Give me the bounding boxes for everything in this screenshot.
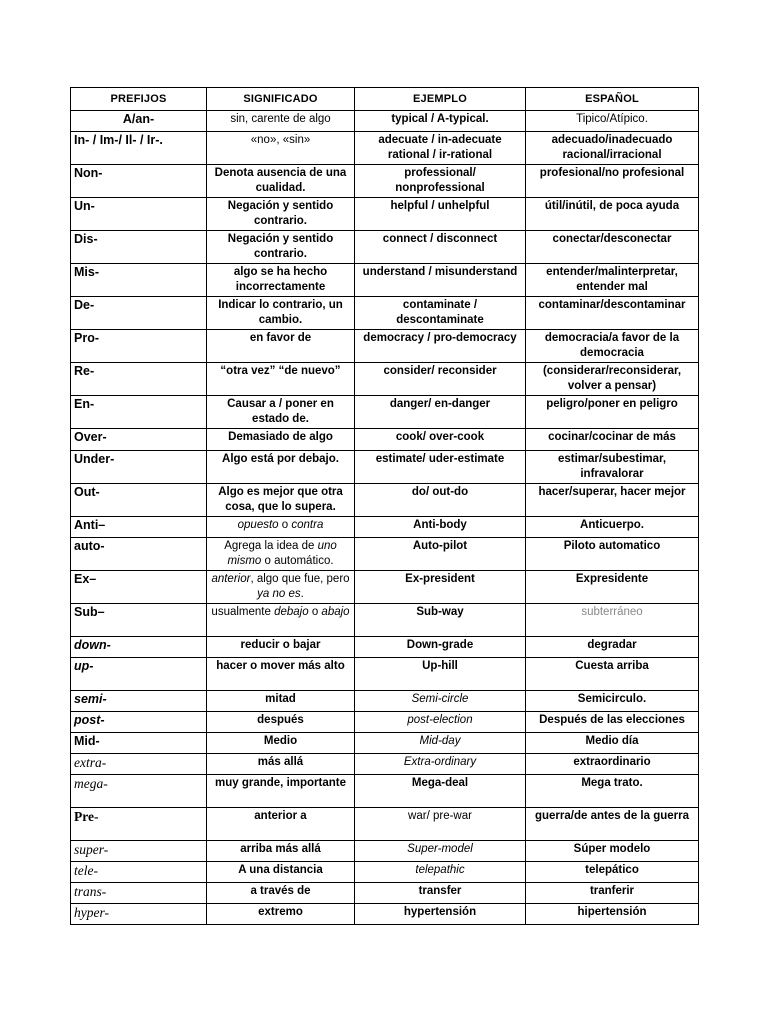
table-row [71, 904, 699, 925]
espanol-cell: guerra/de antes de la guerra [526, 808, 699, 841]
significado-cell: «no», «sin» [207, 132, 355, 165]
ejemplo-cell: Mega-deal [355, 775, 526, 808]
significado-cell: en favor de [207, 330, 355, 363]
ejemplo-cell: consider/ reconsider [355, 363, 526, 396]
prefix-cell: down- [71, 637, 207, 658]
significado-cell: arriba más allá [207, 841, 355, 862]
prefix-cell: tele- [71, 862, 207, 883]
ejemplo-cell: post-election [355, 712, 526, 733]
table-row [71, 297, 699, 330]
prefix-cell: super- [71, 841, 207, 862]
ejemplo-cell: hypertensión [355, 904, 526, 925]
espanol-cell: estimar/subestimar, infravalorar [526, 451, 699, 484]
espanol-cell: Mega trato. [526, 775, 699, 808]
header-ejemplo: EJEMPLO [355, 88, 526, 111]
espanol-cell: conectar/desconectar [526, 231, 699, 264]
significado-cell: Causar a / poner en estado de. [207, 396, 355, 429]
significado-cell: muy grande, importante [207, 775, 355, 808]
ejemplo-cell: Auto-pilot [355, 538, 526, 571]
espanol-cell: adecuado/inadecuado racional/irracional [526, 132, 699, 165]
ejemplo-cell: Down-grade [355, 637, 526, 658]
prefix-cell: Under- [71, 451, 207, 484]
table-row [71, 775, 699, 808]
significado-cell: Demasiado de algo [207, 429, 355, 451]
significado-cell: a través de [207, 883, 355, 904]
ejemplo-cell: typical / A-typical. [355, 111, 526, 132]
prefix-cell: Non- [71, 165, 207, 198]
table-row [71, 571, 699, 604]
ejemplo-cell: transfer [355, 883, 526, 904]
significado-cell: Negación y sentido contrario. [207, 198, 355, 231]
significado-cell: “otra vez” “de nuevo” [207, 363, 355, 396]
significado-cell: reducir o bajar [207, 637, 355, 658]
table-row [71, 198, 699, 231]
header-prefijos: PREFIJOS [71, 88, 207, 111]
table-row [71, 862, 699, 883]
table-row [71, 658, 699, 691]
espanol-cell: hipertensión [526, 904, 699, 925]
significado-cell: Algo está por debajo. [207, 451, 355, 484]
table-row [71, 396, 699, 429]
ejemplo-cell: do/ out-do [355, 484, 526, 517]
significado-cell: después [207, 712, 355, 733]
significado-cell: más allá [207, 754, 355, 775]
prefix-cell: Pro- [71, 330, 207, 363]
espanol-cell: Súper modelo [526, 841, 699, 862]
significado-cell: Indicar lo contrario, un cambio. [207, 297, 355, 330]
significado-cell: extremo [207, 904, 355, 925]
prefix-cell: semi- [71, 691, 207, 712]
prefix-cell: Re- [71, 363, 207, 396]
ejemplo-cell: danger/ en-danger [355, 396, 526, 429]
espanol-cell: contaminar/descontaminar [526, 297, 699, 330]
ejemplo-cell: telepathic [355, 862, 526, 883]
table-row [71, 841, 699, 862]
prefix-cell: Over- [71, 429, 207, 451]
significado-cell: Negación y sentido contrario. [207, 231, 355, 264]
espanol-cell: Cuesta arriba [526, 658, 699, 691]
prefix-cell: Pre- [71, 808, 207, 841]
table-row [71, 712, 699, 733]
ejemplo-cell: adecuate / in-adecuate rational / ir-rational [355, 132, 526, 165]
espanol-cell: extraordinario [526, 754, 699, 775]
prefix-cell: Mis- [71, 264, 207, 297]
prefix-cell: A/an- [71, 111, 207, 132]
prefix-cell: hyper- [71, 904, 207, 925]
table-row [71, 538, 699, 571]
table-row [71, 733, 699, 754]
table-row [71, 111, 699, 132]
table-row [71, 363, 699, 396]
significado-cell: Denota ausencia de una cualidad. [207, 165, 355, 198]
espanol-cell: subterráneo [526, 604, 699, 637]
ejemplo-cell: connect / disconnect [355, 231, 526, 264]
prefix-cell: Ex– [71, 571, 207, 604]
table-row [71, 264, 699, 297]
espanol-cell: tranferir [526, 883, 699, 904]
table-row [71, 691, 699, 712]
significado-cell: mitad [207, 691, 355, 712]
significado-cell: anterior, algo que fue, pero ya no es. [207, 571, 355, 604]
espanol-cell: telepático [526, 862, 699, 883]
table-row [71, 484, 699, 517]
ejemplo-cell: helpful / unhelpful [355, 198, 526, 231]
prefix-cell: Sub– [71, 604, 207, 637]
espanol-cell: Tipico/Atípico. [526, 111, 699, 132]
ejemplo-cell: Anti-body [355, 517, 526, 538]
espanol-cell: degradar [526, 637, 699, 658]
table-row [71, 604, 699, 637]
ejemplo-cell: Semi-circle [355, 691, 526, 712]
prefix-cell: trans- [71, 883, 207, 904]
espanol-cell: (considerar/reconsiderar, volver a pensar) [526, 363, 699, 396]
table-row [71, 754, 699, 775]
espanol-cell: Medio día [526, 733, 699, 754]
header-significado: SIGNIFICADO [207, 88, 355, 111]
ejemplo-cell: Up-hill [355, 658, 526, 691]
table-row [71, 637, 699, 658]
prefix-table [70, 87, 699, 925]
espanol-cell: peligro/poner en peligro [526, 396, 699, 429]
prefix-cell: auto- [71, 538, 207, 571]
prefix-cell: Anti– [71, 517, 207, 538]
table-row [71, 517, 699, 538]
ejemplo-cell: cook/ over-cook [355, 429, 526, 451]
ejemplo-cell: understand / misunderstand [355, 264, 526, 297]
prefix-cell: extra- [71, 754, 207, 775]
significado-cell: Algo es mejor que otra cosa, que lo supera. [207, 484, 355, 517]
ejemplo-cell: professional/ nonprofessional [355, 165, 526, 198]
significado-cell: anterior a [207, 808, 355, 841]
table-row [71, 451, 699, 484]
ejemplo-cell: Extra-ordinary [355, 754, 526, 775]
table-row [71, 808, 699, 841]
prefix-cell: In- / Im-/ Il- / Ir-. [71, 132, 207, 165]
prefix-cell: De- [71, 297, 207, 330]
espanol-cell: Semicirculo. [526, 691, 699, 712]
espanol-cell: democracia/a favor de la democracia [526, 330, 699, 363]
prefix-cell: Dis- [71, 231, 207, 264]
prefix-cell: En- [71, 396, 207, 429]
espanol-cell: Piloto automatico [526, 538, 699, 571]
ejemplo-cell: Ex-president [355, 571, 526, 604]
ejemplo-cell: estimate/ uder-estimate [355, 451, 526, 484]
table-row [71, 883, 699, 904]
prefix-cell: post- [71, 712, 207, 733]
espanol-cell: Expresidente [526, 571, 699, 604]
espanol-cell: hacer/superar, hacer mejor [526, 484, 699, 517]
espanol-cell: Anticuerpo. [526, 517, 699, 538]
prefix-cell: Mid- [71, 733, 207, 754]
table-row [71, 429, 699, 451]
table-row [71, 132, 699, 165]
ejemplo-cell: democracy / pro-democracy [355, 330, 526, 363]
header-espanol: ESPAÑOL [526, 88, 699, 111]
prefix-cell: up- [71, 658, 207, 691]
prefix-cell: Out- [71, 484, 207, 517]
ejemplo-cell: Sub-way [355, 604, 526, 637]
table-row [71, 231, 699, 264]
espanol-cell: profesional/no profesional [526, 165, 699, 198]
ejemplo-cell: Super-model [355, 841, 526, 862]
prefix-cell: mega- [71, 775, 207, 808]
significado-cell: A una distancia [207, 862, 355, 883]
table-row [71, 165, 699, 198]
significado-cell: Agrega la idea de uno mismo o automático. [207, 538, 355, 571]
ejemplo-cell: Mid-day [355, 733, 526, 754]
espanol-cell: cocinar/cocinar de más [526, 429, 699, 451]
prefix-cell: Un- [71, 198, 207, 231]
significado-cell: usualmente debajo o abajo [207, 604, 355, 637]
significado-cell: sin, carente de algo [207, 111, 355, 132]
significado-cell: Medio [207, 733, 355, 754]
espanol-cell: útil/inútil, de poca ayuda [526, 198, 699, 231]
ejemplo-cell: war/ pre-war [355, 808, 526, 841]
header-row [71, 88, 699, 111]
table-row [71, 330, 699, 363]
espanol-cell: Después de las elecciones [526, 712, 699, 733]
ejemplo-cell: contaminate / descontaminate [355, 297, 526, 330]
espanol-cell: entender/malinterpretar, entender mal [526, 264, 699, 297]
significado-cell: algo se ha hecho incorrectamente [207, 264, 355, 297]
significado-cell: hacer o mover más alto [207, 658, 355, 691]
significado-cell: opuesto o contra [207, 517, 355, 538]
